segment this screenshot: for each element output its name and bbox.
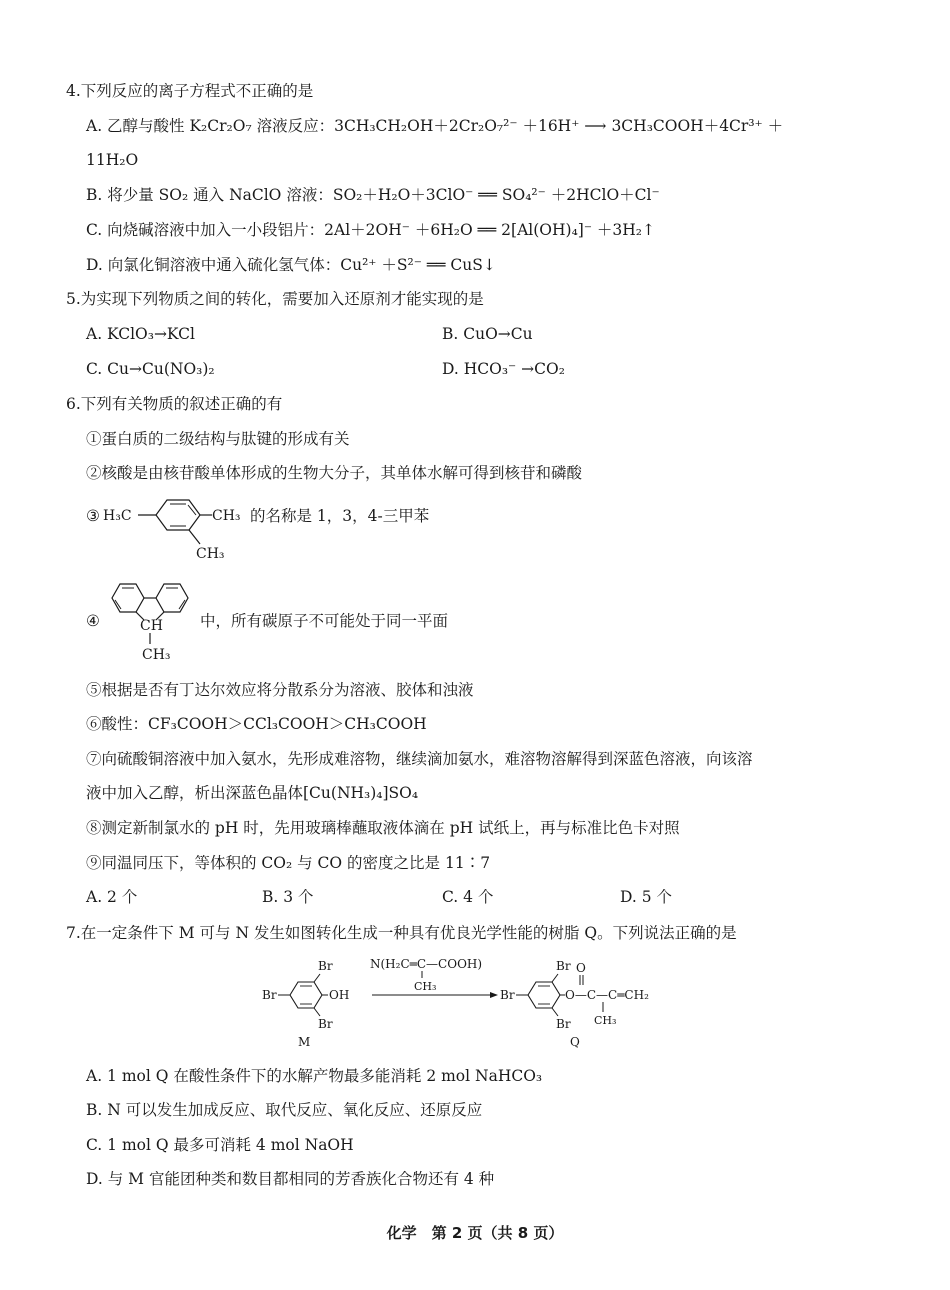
m-br-left: Br: [262, 988, 277, 1002]
q7-option-b: B. N 可以发生加成反应、取代反应、氧化反应、还原反应: [86, 1101, 483, 1119]
reagent-ch3: CH₃: [414, 980, 437, 993]
q6-statement-6: ⑥酸性：CF₃COOH＞CCl₃COOH＞CH₃COOH: [86, 715, 427, 733]
q6-option-d: D. 5 个: [620, 888, 673, 906]
q-br-left: Br: [500, 988, 515, 1002]
q6-statement-2: ②核酸是由核苷酸单体形成的生物大分子，其单体水解可得到核苷和磷酸: [86, 464, 583, 482]
q6-statement-8: ⑧测定新制氯水的 pH 时，先用玻璃棒蘸取液体滴在 pH 试纸上，再与标准比色卡对照: [86, 819, 680, 837]
q7-option-a: A. 1 mol Q 在酸性条件下的水解产物最多能消耗 2 mol NaHCO₃: [86, 1067, 543, 1085]
q6-option-b: B. 3 个: [262, 888, 314, 906]
q6-statement-5: ⑤根据是否有丁达尔效应将分散系分为溶液、胶体和浊液: [86, 681, 474, 699]
trimethylbenzene-structure: [100, 494, 250, 566]
q6-statement-3-marker: ③: [86, 507, 100, 525]
q5-option-c: C. Cu→Cu(NO₃)₂: [86, 360, 215, 378]
q7-option-c: C. 1 mol Q 最多可消耗 4 mol NaOH: [86, 1136, 354, 1154]
q5-option-b: B. CuO→Cu: [442, 325, 533, 343]
q6-option-a: A. 2 个: [86, 888, 138, 906]
q4-option-a-continued: 11H₂O: [86, 151, 139, 169]
q7-stem: 7.在一定条件下 M 可与 N 发生如图转化生成一种具有优良光学性能的树脂 Q。下列说法正确的是: [66, 924, 737, 942]
q6-statement-3-text: 的名称是 1，3，4-三甲苯: [250, 507, 430, 525]
q4-option-b: B. 将少量 SO₂ 通入 NaClO 溶液：SO₂＋H₂O＋3ClO⁻ ══ SO₄²⁻ ＋2HClO＋Cl⁻: [86, 186, 660, 204]
q6-option-c: C. 4 个: [442, 888, 494, 906]
q-label: Q: [570, 1035, 580, 1049]
ch-label: CH: [140, 618, 163, 634]
m-br-bottom: Br: [318, 1017, 333, 1031]
ch3-bottom-label: CH₃: [196, 546, 225, 562]
q5-stem: 5.为实现下列物质之间的转化，需要加入还原剂才能实现的是: [66, 290, 484, 308]
q6-stem: 6.下列有关物质的叙述正确的有: [66, 395, 283, 413]
q4-option-c: C. 向烧碱溶液中加入一小段铝片：2Al＋2OH⁻ ＋6H₂O ══ 2[Al(OH)₄]⁻ ＋3H₂↑: [86, 221, 656, 239]
q5-option-d: D. HCO₃⁻ →CO₂: [442, 360, 565, 378]
q-carbonyl-o: O: [576, 961, 586, 975]
molecule-q: [500, 959, 649, 1049]
q6-statement-9: ⑨同温同压下，等体积的 CO₂ 与 CO 的密度之比是 11∶7: [86, 854, 491, 872]
q5-option-a: A. KClO₃→KCl: [86, 325, 195, 343]
reaction-scheme: [262, 952, 688, 1049]
molecule-m: [262, 959, 349, 1049]
q6-statement-1: ①蛋白质的二级结构与肽键的形成有关: [86, 430, 350, 448]
q7-option-d: D. 与 M 官能团种类和数目都相同的芳香族化合物还有 4 种: [86, 1170, 495, 1188]
q4-option-a: A. 乙醇与酸性 K₂Cr₂O₇ 溶液反应：3CH₃CH₂OH＋2Cr₂O₇²⁻ ＋16H⁺ ⟶ 3CH₃COOH＋4Cr³⁺ ＋: [86, 117, 784, 135]
q-br-bottom: Br: [556, 1017, 571, 1031]
q-br-top: Br: [556, 959, 571, 973]
q6-statement-7-continued: 液中加入乙醇，析出深蓝色晶体[Cu(NH₃)₄]SO₄: [86, 784, 419, 802]
q6-statement-7: ⑦向硫酸铜溶液中加入氨水，先形成难溶物，继续滴加氨水，难溶物溶解得到深蓝色溶液，向该溶: [86, 750, 753, 768]
m-br-top: Br: [318, 959, 333, 973]
q4-option-d: D. 向氯化铜溶液中通入硫化氢气体：Cu²⁺ ＋S²⁻ ══ CuS↓: [86, 256, 496, 274]
q4-stem: 4.下列反应的离子方程式不正确的是: [66, 82, 314, 100]
ch3-label: CH₃: [142, 647, 171, 663]
h3c-label: H₃C: [103, 508, 132, 524]
q-ester-chain: O—C—C═CH₂: [565, 988, 649, 1002]
m-oh: OH: [329, 988, 350, 1002]
reagent-n: N(H₂C═C—COOH): [370, 957, 483, 971]
q6-statement-4-text: 中，所有碳原子不可能处于同一平面: [200, 612, 449, 630]
page-footer: 化学 第 2 页（共 8 页）: [386, 1224, 564, 1242]
m-label: M: [298, 1035, 311, 1049]
q-ch3: CH₃: [594, 1014, 617, 1027]
q6-statement-4-marker: ④: [86, 612, 100, 630]
methylfluorene-structure: [104, 570, 200, 664]
ch3-right-label: CH₃: [212, 508, 241, 524]
